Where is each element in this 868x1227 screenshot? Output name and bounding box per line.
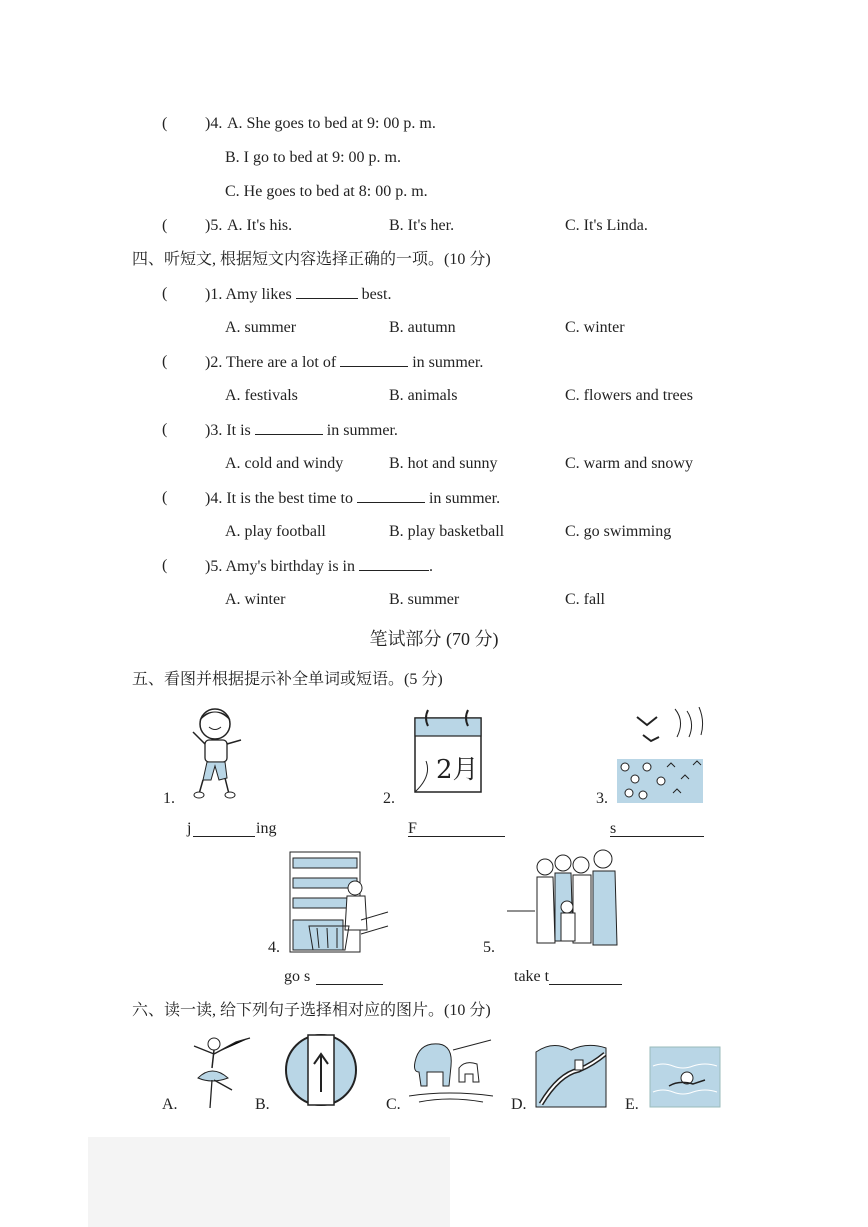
answer-line[interactable]	[316, 984, 383, 985]
answer-blank	[296, 284, 358, 299]
option-label: A.	[162, 1096, 178, 1113]
great-wall-image	[535, 1034, 607, 1108]
question-number: )4.	[205, 115, 223, 132]
option-a: A. play football	[225, 523, 326, 540]
ballet-dancer-image	[188, 1034, 254, 1110]
option-c: C. winter	[565, 319, 625, 336]
answer-line[interactable]	[610, 836, 704, 837]
answer-line[interactable]	[408, 836, 505, 837]
supermarket-image	[289, 850, 389, 953]
option-label: C.	[386, 1096, 401, 1113]
hint-letter: go s	[284, 968, 311, 985]
option-c: C. It's Linda.	[565, 217, 648, 234]
option-b: B. play basketball	[389, 523, 505, 540]
item-number: 4.	[268, 939, 280, 956]
calendar-text: 2月	[436, 755, 479, 785]
option-c: C. go swimming	[565, 523, 672, 540]
question-stem: )3. It is in summer.	[205, 422, 398, 439]
option-b: B. summer	[389, 591, 460, 608]
calendar-image	[412, 706, 485, 794]
question-stem: )2. There are a lot of in summer.	[205, 354, 484, 371]
footer-shade	[88, 1137, 450, 1227]
answer-blank	[359, 556, 429, 571]
spring-scene-image	[615, 707, 707, 805]
answer-paren[interactable]: (	[162, 115, 168, 132]
elephants-image	[409, 1036, 493, 1106]
answer-line[interactable]	[549, 984, 622, 985]
item-number: 5.	[483, 939, 495, 956]
option-a: A. festivals	[225, 387, 298, 404]
written-part-title: 笔试部分 (70 分)	[369, 629, 499, 649]
item-number: 3.	[596, 790, 608, 807]
question-stem: )5. Amy's birthday is in .	[205, 558, 433, 575]
answer-paren[interactable]: (	[162, 285, 168, 302]
section-heading: 五、看图并根据提示补全单词或短语。(5 分)	[132, 671, 443, 688]
option-b: B. animals	[389, 387, 458, 404]
hint-letter: j	[187, 820, 192, 837]
option-label: E.	[625, 1096, 639, 1113]
one-way-sign-image	[284, 1032, 358, 1108]
item-number: 1.	[163, 790, 175, 807]
section-heading: 六、读一读, 给下列句子选择相对应的图片。(10 分)	[132, 1002, 491, 1019]
question-stem: )4. It is the best time to in summer.	[205, 490, 501, 507]
answer-paren[interactable]: (	[162, 421, 168, 438]
hint-letter: take t	[514, 968, 550, 985]
answer-paren[interactable]: (	[162, 217, 168, 234]
option-b: B. hot and sunny	[389, 455, 498, 472]
option-b: B. autumn	[389, 319, 456, 336]
question-stem: )1. Amy likes best.	[205, 286, 392, 303]
option-c: C. He goes to bed at 8: 00 p. m.	[225, 183, 428, 200]
option-a: A. summer	[225, 319, 297, 336]
question-number: )5.	[205, 217, 223, 234]
answer-line[interactable]	[193, 836, 255, 837]
answer-paren[interactable]: (	[162, 557, 168, 574]
answer-blank	[340, 352, 408, 367]
item-number: 2.	[383, 790, 395, 807]
option-a: A. cold and windy	[225, 455, 344, 472]
option-label: B.	[255, 1096, 270, 1113]
option-label: D.	[511, 1096, 527, 1113]
answer-blank	[357, 488, 425, 503]
answer-blank	[255, 420, 323, 435]
option-a: A. She goes to bed at 9: 00 p. m.	[227, 115, 436, 132]
option-c: C. fall	[565, 591, 605, 608]
option-a: A. It's his.	[227, 217, 293, 234]
option-a: A. winter	[225, 591, 286, 608]
option-b: B. It's her.	[389, 217, 455, 234]
option-c: C. warm and snowy	[565, 455, 693, 472]
answer-paren[interactable]: (	[162, 489, 168, 506]
hint-letter: s	[610, 820, 617, 837]
group-photo-image	[505, 845, 627, 951]
jumping-boy-image	[185, 702, 250, 800]
hint-letter: F	[408, 820, 417, 837]
option-c: C. flowers and trees	[565, 387, 693, 404]
answer-paren[interactable]: (	[162, 353, 168, 370]
section-heading: 四、听短文, 根据短文内容选择正确的一项。(10 分)	[132, 251, 491, 268]
option-b: B. I go to bed at 9: 00 p. m.	[225, 149, 401, 166]
hint-suffix: ing	[256, 820, 277, 837]
swimming-image	[649, 1046, 721, 1108]
